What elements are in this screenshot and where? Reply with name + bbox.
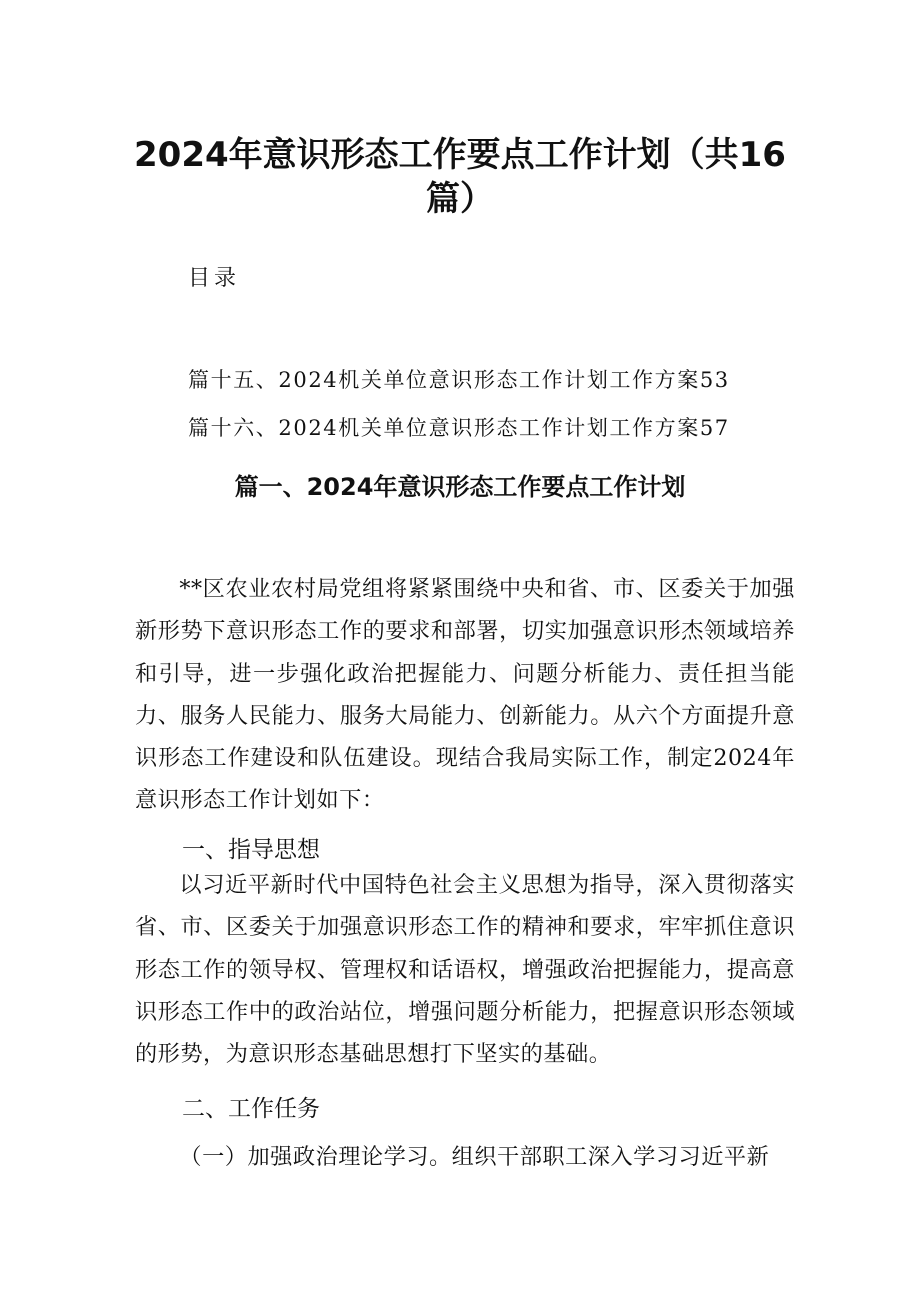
toc-item-16[interactable]: 篇十六、2024机关单位意识形态工作计划工作方案57	[188, 416, 730, 440]
intro-paragraph: **区农业农村局党组将紧紧围绕中央和省、市、区委关于加强新形势下意识形态工作的要求和部署，切实加强意识形杰领域培养和引导，进一步强化政治把握能力、问题分析能力、责任担当能力、服务人民能力、服务大局能力、创新能力。从六个方面提升意识形态工作建设和队伍建设。现结合我局实际工作，制定2024年意识形态工作计划如下：	[135, 576, 795, 814]
document-title: 2024年意识形态工作要点工作计划（共16篇）	[134, 135, 786, 219]
toc-item-15[interactable]: 篇十五、2024机关单位意识形态工作计划工作方案53	[188, 368, 730, 392]
toc-heading: 目录	[188, 266, 241, 291]
guiding-ideology-paragraph: 以习近平新时代中国特色社会主义思想为指导，深入贯彻落实省、市、区委关于加强意识形态工作的精神和要求，牢牢抓住意识形态工作的领导权、管理权和话语权，增强政治把握能力，提高意识形态工作中的政治站位，增强问题分析能力，把握意识形态领域的形势，为意识形态基础思想打下坚实的基础。	[135, 872, 795, 1068]
heading-work-tasks: 二、工作任务	[182, 1096, 320, 1122]
work-tasks-paragraph: （一）加强政治理论学习。组织干部职工深入学习习近平新	[179, 1144, 770, 1170]
heading-guiding-ideology: 一、指导思想	[182, 837, 320, 863]
section-title: 篇一、2024年意识形态工作要点工作计划	[234, 473, 686, 501]
